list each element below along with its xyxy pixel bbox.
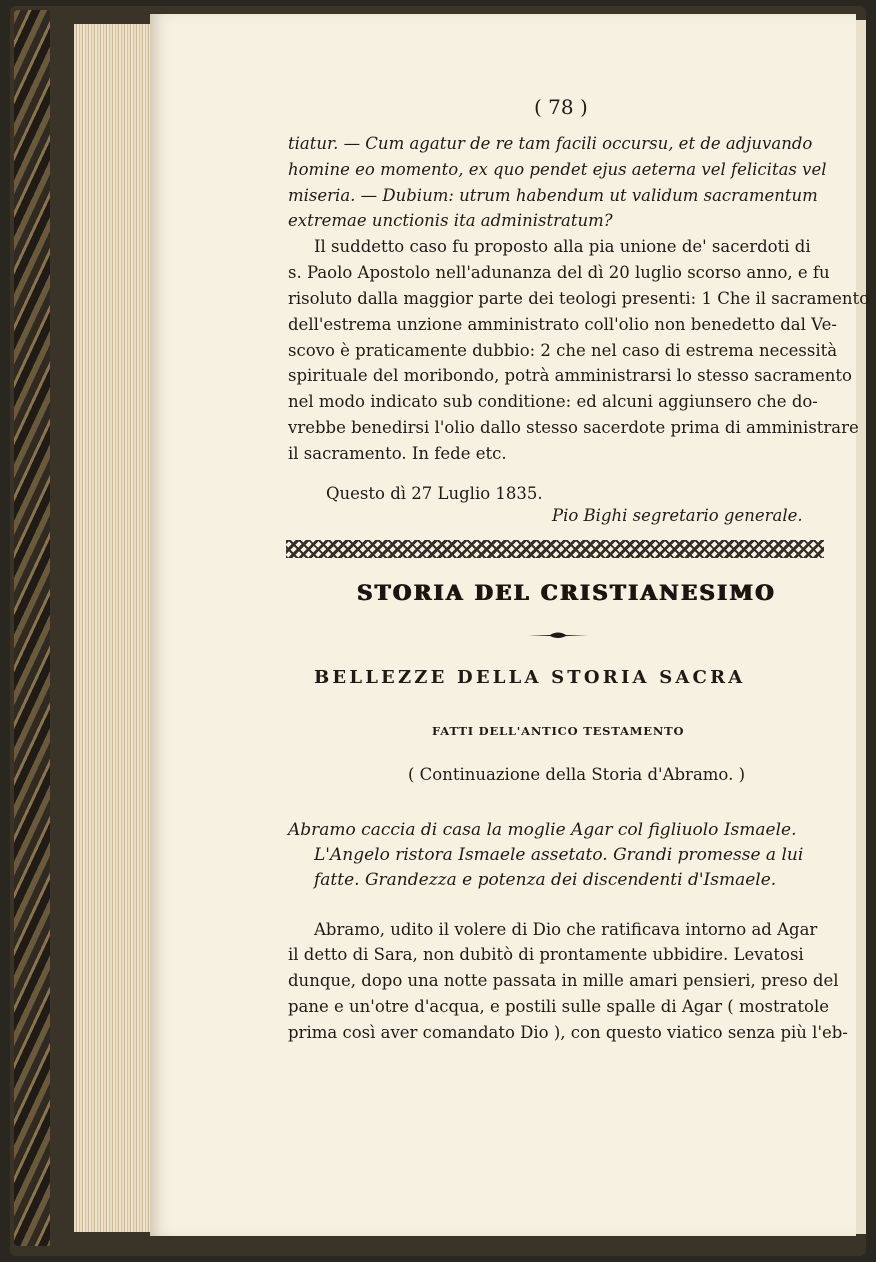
rule-ornament-icon: [528, 629, 588, 641]
para2-line-4: pane e un'otre d'acqua, e postili sulle spalle di Agar ( mostratole: [288, 997, 829, 1016]
latin-line-1: tiatur. — Cum agatur de re tam facili occursu, et de adjuvando: [288, 134, 813, 153]
para1-line-7: nel modo indicato sub conditione: ed alcuni aggiunsero che do-: [288, 392, 818, 411]
para1-line-9: il sacramento. In fede etc.: [288, 444, 507, 463]
para2-line-1: Abramo, udito il volere di Dio che ratificava intorno ad Agar: [314, 920, 818, 939]
date-line: Questo dì 27 Luglio 1835.: [326, 484, 543, 503]
para1-line-6: spirituale del moribondo, potrà amministrarsi lo stesso sacramento: [288, 366, 852, 385]
page-edges-stack: [74, 24, 156, 1232]
facing-page-edge: [856, 20, 866, 1234]
decorative-border: [286, 540, 824, 558]
para1-line-8: vrebbe benedirsi l'olio dallo stesso sacerdote prima di amministrare: [288, 418, 859, 437]
para1-line-2: s. Paolo Apostolo nell'adunanza del dì 20 luglio scorso anno, e fu: [288, 263, 830, 282]
para1-line-4: dell'estrema unzione amministrato coll'olio non benedetto dal Ve-: [288, 315, 837, 334]
continuation-note: ( Continuazione della Storia d'Abramo. ): [408, 765, 746, 784]
para1-line-5: scovo è praticamente dubbio: 2 che nel caso di estrema necessità: [288, 341, 838, 360]
marbled-cover-edge: [14, 10, 50, 1246]
signature: Pio Bighi segretario generale.: [552, 506, 803, 525]
para2-line-3: dunque, dopo una notte passata in mille amari pensieri, preso del: [288, 971, 839, 990]
para2-line-5: prima così aver comandato Dio ), con questo viatico senza più l'eb-: [288, 1023, 848, 1042]
para1-line-3: risoluto dalla maggior parte dei teologi presenti: 1 Che il sacramento: [288, 289, 870, 308]
summary-line-2: L'Angelo ristora Ismaele assetato. Grandi promesse a lui: [314, 845, 804, 865]
summary-line-3: fatte. Grandezza e potenza dei discendenti d'Ismaele.: [314, 870, 777, 890]
page-number: ( 78 ): [534, 95, 588, 119]
article-subtitle: FATTI DELL'ANTICO TESTAMENTO: [432, 724, 685, 738]
latin-line-3: miseria. — Dubium: utrum habendum ut validum sacramentum: [288, 186, 818, 205]
article-title: BELLEZZE DELLA STORIA SACRA: [314, 667, 746, 688]
section-title: STORIA DEL CRISTIANESIMO: [357, 580, 776, 605]
para1-line-1: Il suddetto caso fu proposto alla pia unione de' sacerdoti di: [314, 237, 811, 256]
para2-line-2: il detto di Sara, non dubitò di prontamente ubbidire. Levatosi: [288, 945, 804, 964]
summary-line-1: Abramo caccia di casa la moglie Agar col figliuolo Ismaele.: [288, 820, 797, 840]
latin-line-2: homine eo momento, ex quo pendet ejus aeterna vel felicitas vel: [288, 160, 827, 179]
latin-line-4: extremae unctionis ita administratum?: [288, 211, 613, 230]
